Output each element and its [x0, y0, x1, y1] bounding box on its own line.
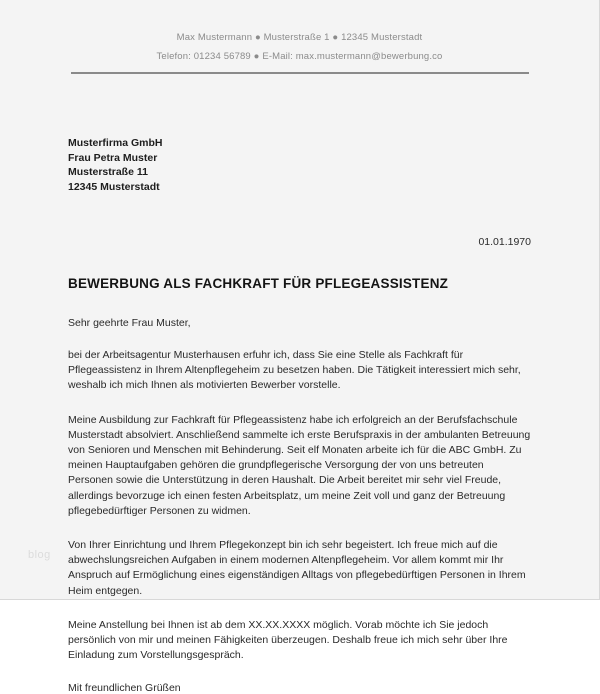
closing-line: Mit freundlichen Grüßen: [68, 682, 181, 694]
header-divider: [71, 72, 529, 74]
letterhead-address-line: Max Mustermann ● Musterstraße 1 ● 12345 Musterstadt: [176, 32, 423, 43]
recipient-person: Frau Petra Muster: [68, 151, 158, 164]
recipient-company: Musterfirma GmbH: [68, 137, 163, 149]
body-paragraph-3: Von Ihrer Einrichtung und Ihrem Pflegekonzept bin ich sehr begeistert. Ich freue mich auf die abwechslungsreichen Aufgaben in einem modernen Altenpflegeheim. Vor allem kommt mir Ihr Anspruch auf Ermöglichung eines eigenständigen Alltags von pflegebedürftigen Personen in Ihrem Heim entgegen.: [68, 539, 526, 597]
body-paragraph-2: Meine Ausbildung zur Fachkraft für Pflegeassistenz habe ich erfolgreich an der Berufsfachschule Musterstadt absolviert. Anschließend sammelte ich erste Berufspraxis in der ambulanten Betreuung von Senioren und Menschen mit Behinderung. Seit elf Monaten arbeite ich für die ABC GmbH. Zu meinen Hauptaufgaben gehören die grundpflegerische Versorgung der von uns betreuten Personen sowie die Unterstützung in deren Haushalt. Die Arbeit bereitet mir sehr viel Freude, allerdings bevorzuge ich einen festen Arbeitsplatz, um meine Zeit voll und ganz der Betreuung pflegebedürftiger Personen zu widmen.: [68, 413, 531, 517]
watermark-label: blog: [28, 549, 51, 561]
salutation: Sehr geehrte Frau Muster,: [68, 317, 191, 329]
letter-body: [68, 88, 531, 694]
body-paragraph-1: bei der Arbeitsagentur Musterhausen erfuhr ich, dass Sie eine Stelle als Fachkraft für Pflegeassistenz in Ihrem Altenpflegeheim zu besetzen haben. Die Tätigkeit interessiert mich sehr, weshalb ich mich Ihnen als motivierten Bewerber vorstelle.: [68, 349, 521, 392]
recipient-address-block: [68, 136, 531, 194]
letterhead: [0, 0, 599, 74]
recipient-city: 12345 Musterstadt: [68, 180, 160, 193]
recipient-street: Musterstraße 11: [68, 166, 148, 178]
letter-date: 01.01.1970: [478, 236, 531, 248]
body-paragraph-4: Meine Anstellung bei Ihnen ist ab dem XX.XX.XXXX möglich. Vorab möchte ich Sie jedoch persönlich von mir und meinen Fähigkeiten überzeugen. Deshalb freue ich mich sehr über Ihre Einladung zum Vorstellungsgespräch.: [68, 618, 508, 662]
letter-subject-heading: BEWERBUNG ALS FACHKRAFT FÜR PFLEGEASSISTENZ: [68, 276, 449, 291]
letterhead-contact-line: Telefon: 01234 56789 ● E-Mail: max.mustermann@bewerbung.co: [156, 51, 443, 62]
